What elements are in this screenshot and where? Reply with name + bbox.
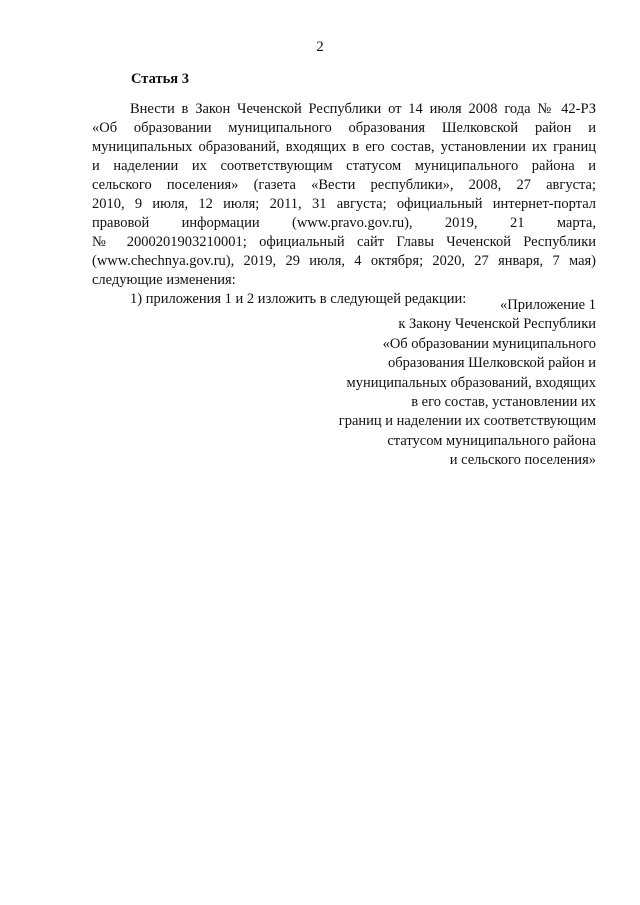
article-heading: Статья 3 [131, 71, 189, 87]
appendix-line: статусом муниципального района [387, 432, 596, 449]
paragraph-line: правовой информации (www.pravo.gov.ru), 2019, 21 марта, [92, 215, 596, 231]
paragraph-line: (www.chechnya.gov.ru), 2019, 29 июля, 4 октября; 2020, 27 января, 7 мая) [92, 253, 596, 269]
paragraph-line: «Об образовании муниципального образования Шелковской район и [92, 120, 596, 136]
paragraph-line: № 2000201903210001; официальный сайт Главы Чеченской Республики [92, 234, 596, 250]
paragraph-line: Внести в Закон Чеченской Республики от 14 июля 2008 года № 42-РЗ [130, 101, 596, 117]
page-number: 2 [316, 39, 324, 55]
paragraph-line: сельского поселения» (газета «Вести республики», 2008, 27 августа; [92, 177, 596, 193]
appendix-line: «Приложение 1 [500, 297, 596, 313]
appendix-line: в его состав, установлении их [411, 393, 596, 410]
appendix-line: границ и наделении их соответствующим [338, 413, 596, 430]
paragraph-line: следующие изменения: [92, 272, 236, 288]
article-paragraph [92, 100, 596, 309]
appendix-line: образования Шелковской район и [388, 355, 596, 372]
paragraph-line: 2010, 9 июля, 12 июля; 2011, 31 августа; официальный интернет-портал [92, 196, 596, 212]
appendix-line: муниципальных образований, входящих [346, 374, 596, 391]
paragraph-line: и наделении их соответствующим статусом муниципального района и [92, 158, 596, 174]
appendix-line: и сельского поселения» [449, 452, 596, 469]
appendix-heading [276, 296, 596, 471]
list-item-1: 1) приложения 1 и 2 изложить в следующей редакции: [130, 291, 467, 307]
paragraph-line: муниципальных образований, входящих в его состав, установлении их границ [92, 139, 596, 155]
appendix-line: к Закону Чеченской Республики [398, 316, 596, 333]
appendix-line: «Об образовании муниципального [382, 335, 596, 352]
